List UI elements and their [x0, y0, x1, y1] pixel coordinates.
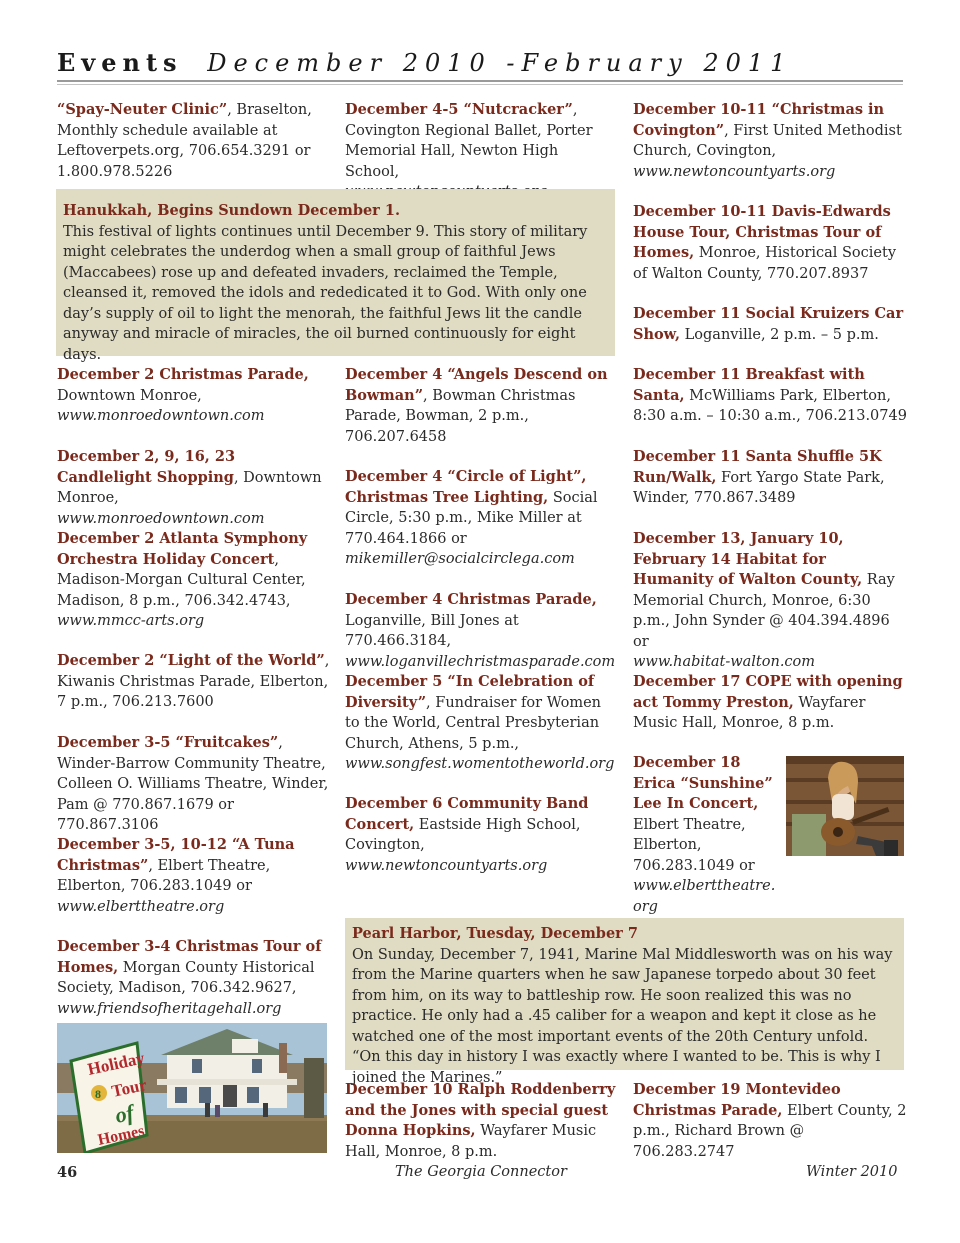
sign-holiday-text: Holiday: [85, 1048, 147, 1079]
event-col2-1: December 4 “Angels Descend on Bowman”, Bowman Christmas Parade, Bowman, 2 p.m., 706.207.6458: [345, 366, 608, 445]
event-col3-4: December 11 Santa Shuffle 5K Run/Walk, Fort Yargo State Park, Winder, 770.867.3489: [633, 448, 885, 506]
header-rule: [57, 80, 903, 82]
event-col2-2: December 4 “Circle of Light”, Christmas Tree Lighting, Social Circle, 5:30 p.m., Mike Miller at 770.464.1866 or mikemiller@socialcirclega.com: [345, 468, 598, 567]
event-col3-8: December 19 Montevideo Christmas Parade, Elbert County, 2 p.m., Richard Brown @ 706.283.2747: [633, 1081, 907, 1160]
erica-lee-photo: [786, 756, 904, 856]
event-col1-4: December 2 “Light of the World”, Kiwanis Christmas Parade, Elberton, 7 p.m., 706.213.7600: [57, 652, 330, 710]
event-link[interactable]: www.habitat-walton.com: [633, 654, 816, 670]
event-link[interactable]: www.loganvillechristmasparade.com: [345, 653, 616, 670]
event-link[interactable]: www.elberttheatre.org: [57, 898, 225, 915]
event-col1-6: December 3-5, 10-12 “A Tuna Christmas”, Elbert Theatre, Elberton, 706.283.1049 or www.elberttheatre.org: [57, 836, 295, 915]
header-date-range: December 2010 -February 2011: [207, 49, 793, 77]
sign-of-text: of: [112, 1099, 136, 1128]
house-illustration: [57, 1023, 327, 1153]
event-col3-7: December 18 Erica “Sunshine” Lee In Concert, Elbert Theatre, Elberton, 706.283.1049 or www.elberttheatre.org: [633, 754, 776, 915]
event-col1-2: December 2, 9, 16, 23 Candlelight Shopping, Downtown Monroe, www.monroedowntown.com: [57, 448, 322, 527]
event-col2-0: December 4-5 “Nutcracker”, Covington Regional Ballet, Porter Memorial Hall, Newton High School,: [345, 100, 615, 203]
event-col3-5: December 13, January 10, February 14 Habitat for Humanity of Walton County, Ray Memorial Church, Monroe, 6:30 p.m., John Synder @ 404.394.4896 or www.habitat-walton.com: [633, 530, 895, 670]
hanukkah-body: This festival of lights continues until December 9. This story of military might celebrates the underdog when a small group of faithful Jews (Maccabees) rose up and defeated invaders, reclaimed the Temple, cleansed it, removed the idols and rededicated it to God. With only one day’s supply of oil to light the menorah, the faithful Jews lit the candle anyway and miracle of miracles, the oil burned continuously for eight days.: [63, 223, 588, 363]
event-link[interactable]: www.friendsofheritagehall.org: [57, 1000, 282, 1017]
event-link[interactable]: www.monroedowntown.com: [57, 408, 265, 424]
pearl-harbor-text: [352, 924, 894, 1088]
event-link[interactable]: mikemiller@socialcirclega.com: [345, 551, 575, 567]
event-col2-5: December 6 Community Band Concert, Eastside High School, Covington, www.newtoncountyarts.org: [345, 795, 589, 874]
event-link[interactable]: www.newtoncountyarts.org: [345, 857, 548, 874]
tour-of-homes-photo: [57, 1023, 327, 1153]
event-col2-6: December 10 Ralph Roddenberry and the Jones with special guest Donna Hopkins, Wayfarer Music Hall, Monroe, 8 p.m.: [345, 1081, 616, 1160]
event-col1-5: December 3-5 “Fruitcakes”, Winder-Barrow Community Theatre, Colleen O. Williams Theatre, Winder, Pam @ 770.867.1679 or 770.867.3106: [57, 734, 329, 833]
event-col1-3: December 2 Atlanta Symphony Orchestra Holiday Concert, Madison-Morgan Cultural Center, Madison, 8 p.m., 706.342.4743, www.mmcc-arts.org: [57, 530, 308, 629]
event-link[interactable]: www.monroedowntown.com: [57, 510, 265, 527]
hanukkah-text: [63, 201, 605, 365]
event-col1-7: December 3-4 Christmas Tour of Homes, Morgan County Historical Society, Madison, 706.342.9627, www.friendsofheritagehall.org: [57, 938, 322, 1017]
magazine-name: The Georgia Connector: [395, 1164, 567, 1180]
pearl-harbor-box: [345, 918, 904, 1086]
pearl-harbor-title: Pearl Harbor, Tuesday, December 7: [352, 925, 638, 942]
event-col1-0: “Spay-Neuter Clinic”, Braselton, Monthly schedule available at Leftoverpets.org, 706.654.3291 or 1.800.978.5226: [57, 101, 312, 180]
event-link[interactable]: www.mmcc-arts.org: [57, 613, 205, 629]
page-number: 46: [57, 1164, 78, 1181]
sign-number-text: 8: [95, 1087, 101, 1101]
event-col3-0: December 10-11 “Christmas in Covington”, First United Methodist Church, Covington, www.newtoncountyarts.org: [633, 101, 902, 180]
event-col1-1: December 2 Christmas Parade, Downtown Monroe, www.monroedowntown.com: [57, 366, 309, 424]
hanukkah-title: Hanukkah, Begins Sundown December 1.: [63, 202, 401, 219]
event-link[interactable]: www.newtoncountyarts.org: [633, 163, 836, 180]
event-col3-6: December 17 COPE with opening act Tommy Preston, Wayfarer Music Hall, Monroe, 8 p.m.: [633, 673, 903, 731]
header-rule-thin: [57, 84, 903, 85]
header-events-word: Events: [57, 48, 183, 77]
sign-tour-text: Tour: [109, 1074, 149, 1101]
event-col3-1: December 10-11 Davis-Edwards House Tour, Christmas Tour of Homes, Monroe, Historical Society of Walton County, 770.207.8937: [633, 203, 897, 282]
sign-homes-text: Homes: [96, 1122, 146, 1149]
singer-illustration: [786, 756, 904, 856]
event-col3-2: December 11 Social Kruizers Car Show, Loganville, 2 p.m. – 5 p.m.: [633, 305, 904, 343]
event-link[interactable]: www.songfest.womentotheworld.org: [345, 756, 615, 772]
event-link[interactable]: www.elberttheatre.org: [633, 878, 776, 915]
event-col3-3: December 11 Breakfast with Santa, McWilliams Park, Elberton, 8:30 a.m. – 10:30 a.m., 706.213.0749: [633, 366, 907, 424]
hanukkah-box: [56, 189, 615, 363]
event-col2-4: December 5 “In Celebration of Diversity”, Fundraiser for Women to the World, Central Presbyterian Church, Athens, 5 p.m., www.songfest.womentotheworld.org: [345, 673, 615, 772]
pearl-harbor-body: On Sunday, December 7, 1941, Marine Mal Middlesworth was on his way from the Marine quarters when he saw Japanese torpedo about 30 feet from him, on its way to battleship row. He soon realized this was no practice. He only had a .45 caliber for a weapon and kept it close as he watched one of the most important events of the 20th Century unfold. “On this day in history I was exactly where I wanted to be. This is why I joined the Marines.”: [352, 946, 893, 1086]
issue-name: Winter 2010: [806, 1164, 898, 1180]
event-col2-3: December 4 Christmas Parade, Loganville, Bill Jones at 770.466.3184, www.loganvillechristmasparade.com: [345, 591, 616, 670]
page-header: [57, 48, 792, 77]
